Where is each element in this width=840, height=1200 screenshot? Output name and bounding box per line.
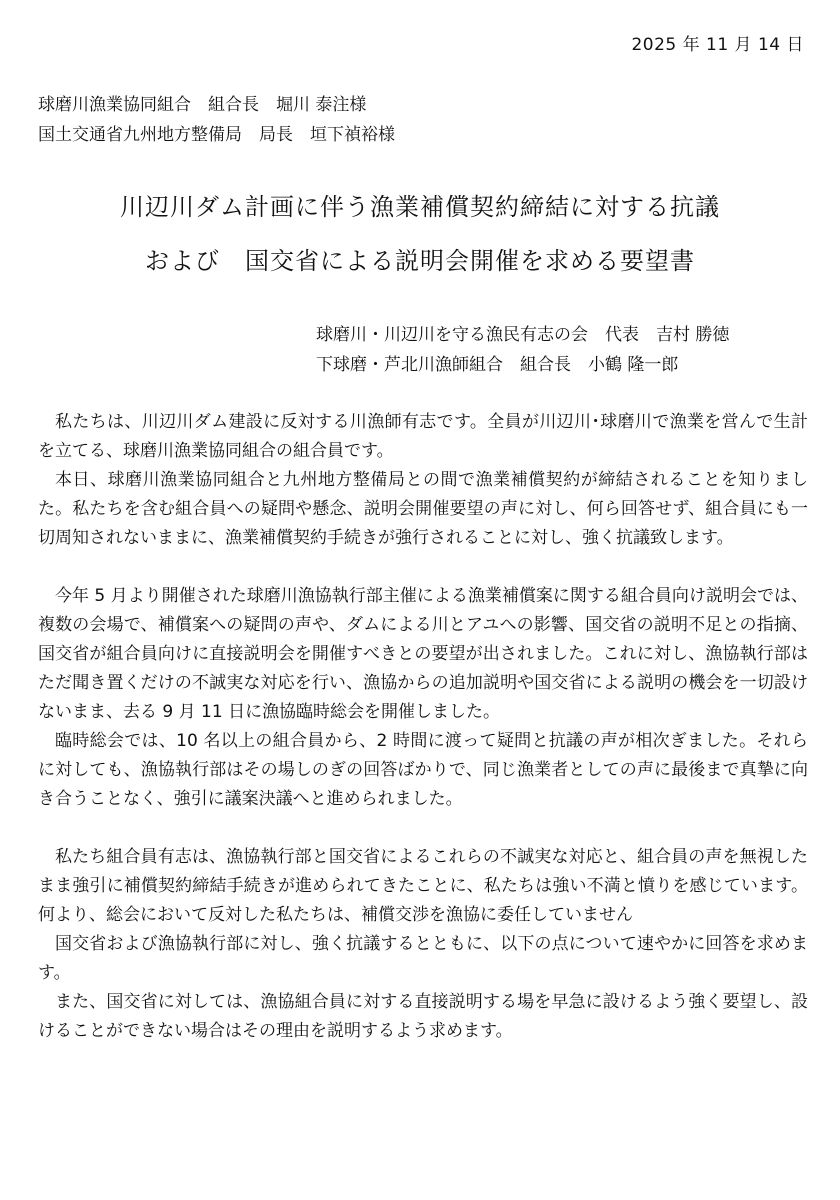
paragraph-spacer [38, 814, 808, 843]
body-paragraph: 本日、球磨川漁業協同組合と九州地方整備局との間で漁業補償契約が締結されることを知りました。私たちを含む組合員への疑問や懸念、説明会開催要望の声に対し、何ら回答せず、組合員にも一切周知されないままに、漁業補償契約手続きが強行されることに対し、強く抗議致します。 [38, 470, 808, 548]
sender-block [316, 320, 729, 380]
addressee-line: 国土交通省九州地方整備局 局長 垣下禎裕様 [38, 125, 395, 145]
letter-body [38, 408, 808, 1046]
body-paragraph: 私たち組合員有志は、漁協執行部と国交省によるこれらの不誠実な対応と、組合員の声を無視したまま強引に補償契約締結手続きが進められてきたことに、私たちは強い不満と憤りを感じています。何より、総会において反対した私たちは、補償交渉を漁協に委任していません [38, 847, 808, 925]
body-paragraph: 今年 5 月より開催された球磨川漁協執行部主催による漁業補償案に関する組合員向け説明会では、複数の会場で、補償案への疑問の声や、ダムによる川とアユへの影響、国交省の説明不足との指摘、国交省が組合員向けに直接説明会を開催すべきとの要望が出されました。これに対し、漁協執行部はただ聞き置くだけの不誠実な対応を行い、漁協からの追加説明や国交省による説明の機会を一切設けないまま、去る 9 月 11 日に漁協臨時総会を開催しました。 [38, 586, 808, 722]
sender-line: 下球磨・芦北川漁師組合 組合長 小鶴 隆一郎 [316, 355, 679, 375]
title-line: 川辺川ダム計画に伴う漁業補償契約締結に対する抗議 [120, 193, 720, 221]
document-title [0, 180, 840, 288]
sender-line: 球磨川・川辺川を守る漁民有志の会 代表 吉村 勝徳 [316, 325, 730, 345]
title-line: および 国交省による説明会開催を求める要望書 [145, 247, 695, 275]
paragraph-spacer [38, 553, 808, 582]
body-paragraph: また、国交省に対しては、漁協組合員に対する直接説明する場を早急に設けるよう強く要望し、設けることができない場合はその理由を説明するよう求めます。 [38, 992, 808, 1041]
body-paragraph: 臨時総会では、10 名以上の組合員から、2 時間に渡って疑問と抗議の声が相次ぎました。それらに対しても、漁協執行部はその場しのぎの回答ばかりで、同じ漁業者としての声に最後まで真摯に向き合うことなく、強引に議案決議へと進められました。 [38, 731, 808, 809]
body-paragraph: 私たちは、川辺川ダム建設に反対する川漁師有志です。全員が川辺川･球磨川で漁業を営んで生計を立てる、球磨川漁業協同組合の組合員です。 [38, 412, 808, 461]
addressee-block [38, 90, 395, 150]
letter-date: 2025 年 11 月 14 日 [631, 35, 804, 55]
addressee-line: 球磨川漁業協同組合 組合長 堀川 泰注様 [38, 95, 367, 115]
body-paragraph: 国交省および漁協執行部に対し、強く抗議するとともに、以下の点について速やかに回答を求めます。 [38, 934, 808, 983]
